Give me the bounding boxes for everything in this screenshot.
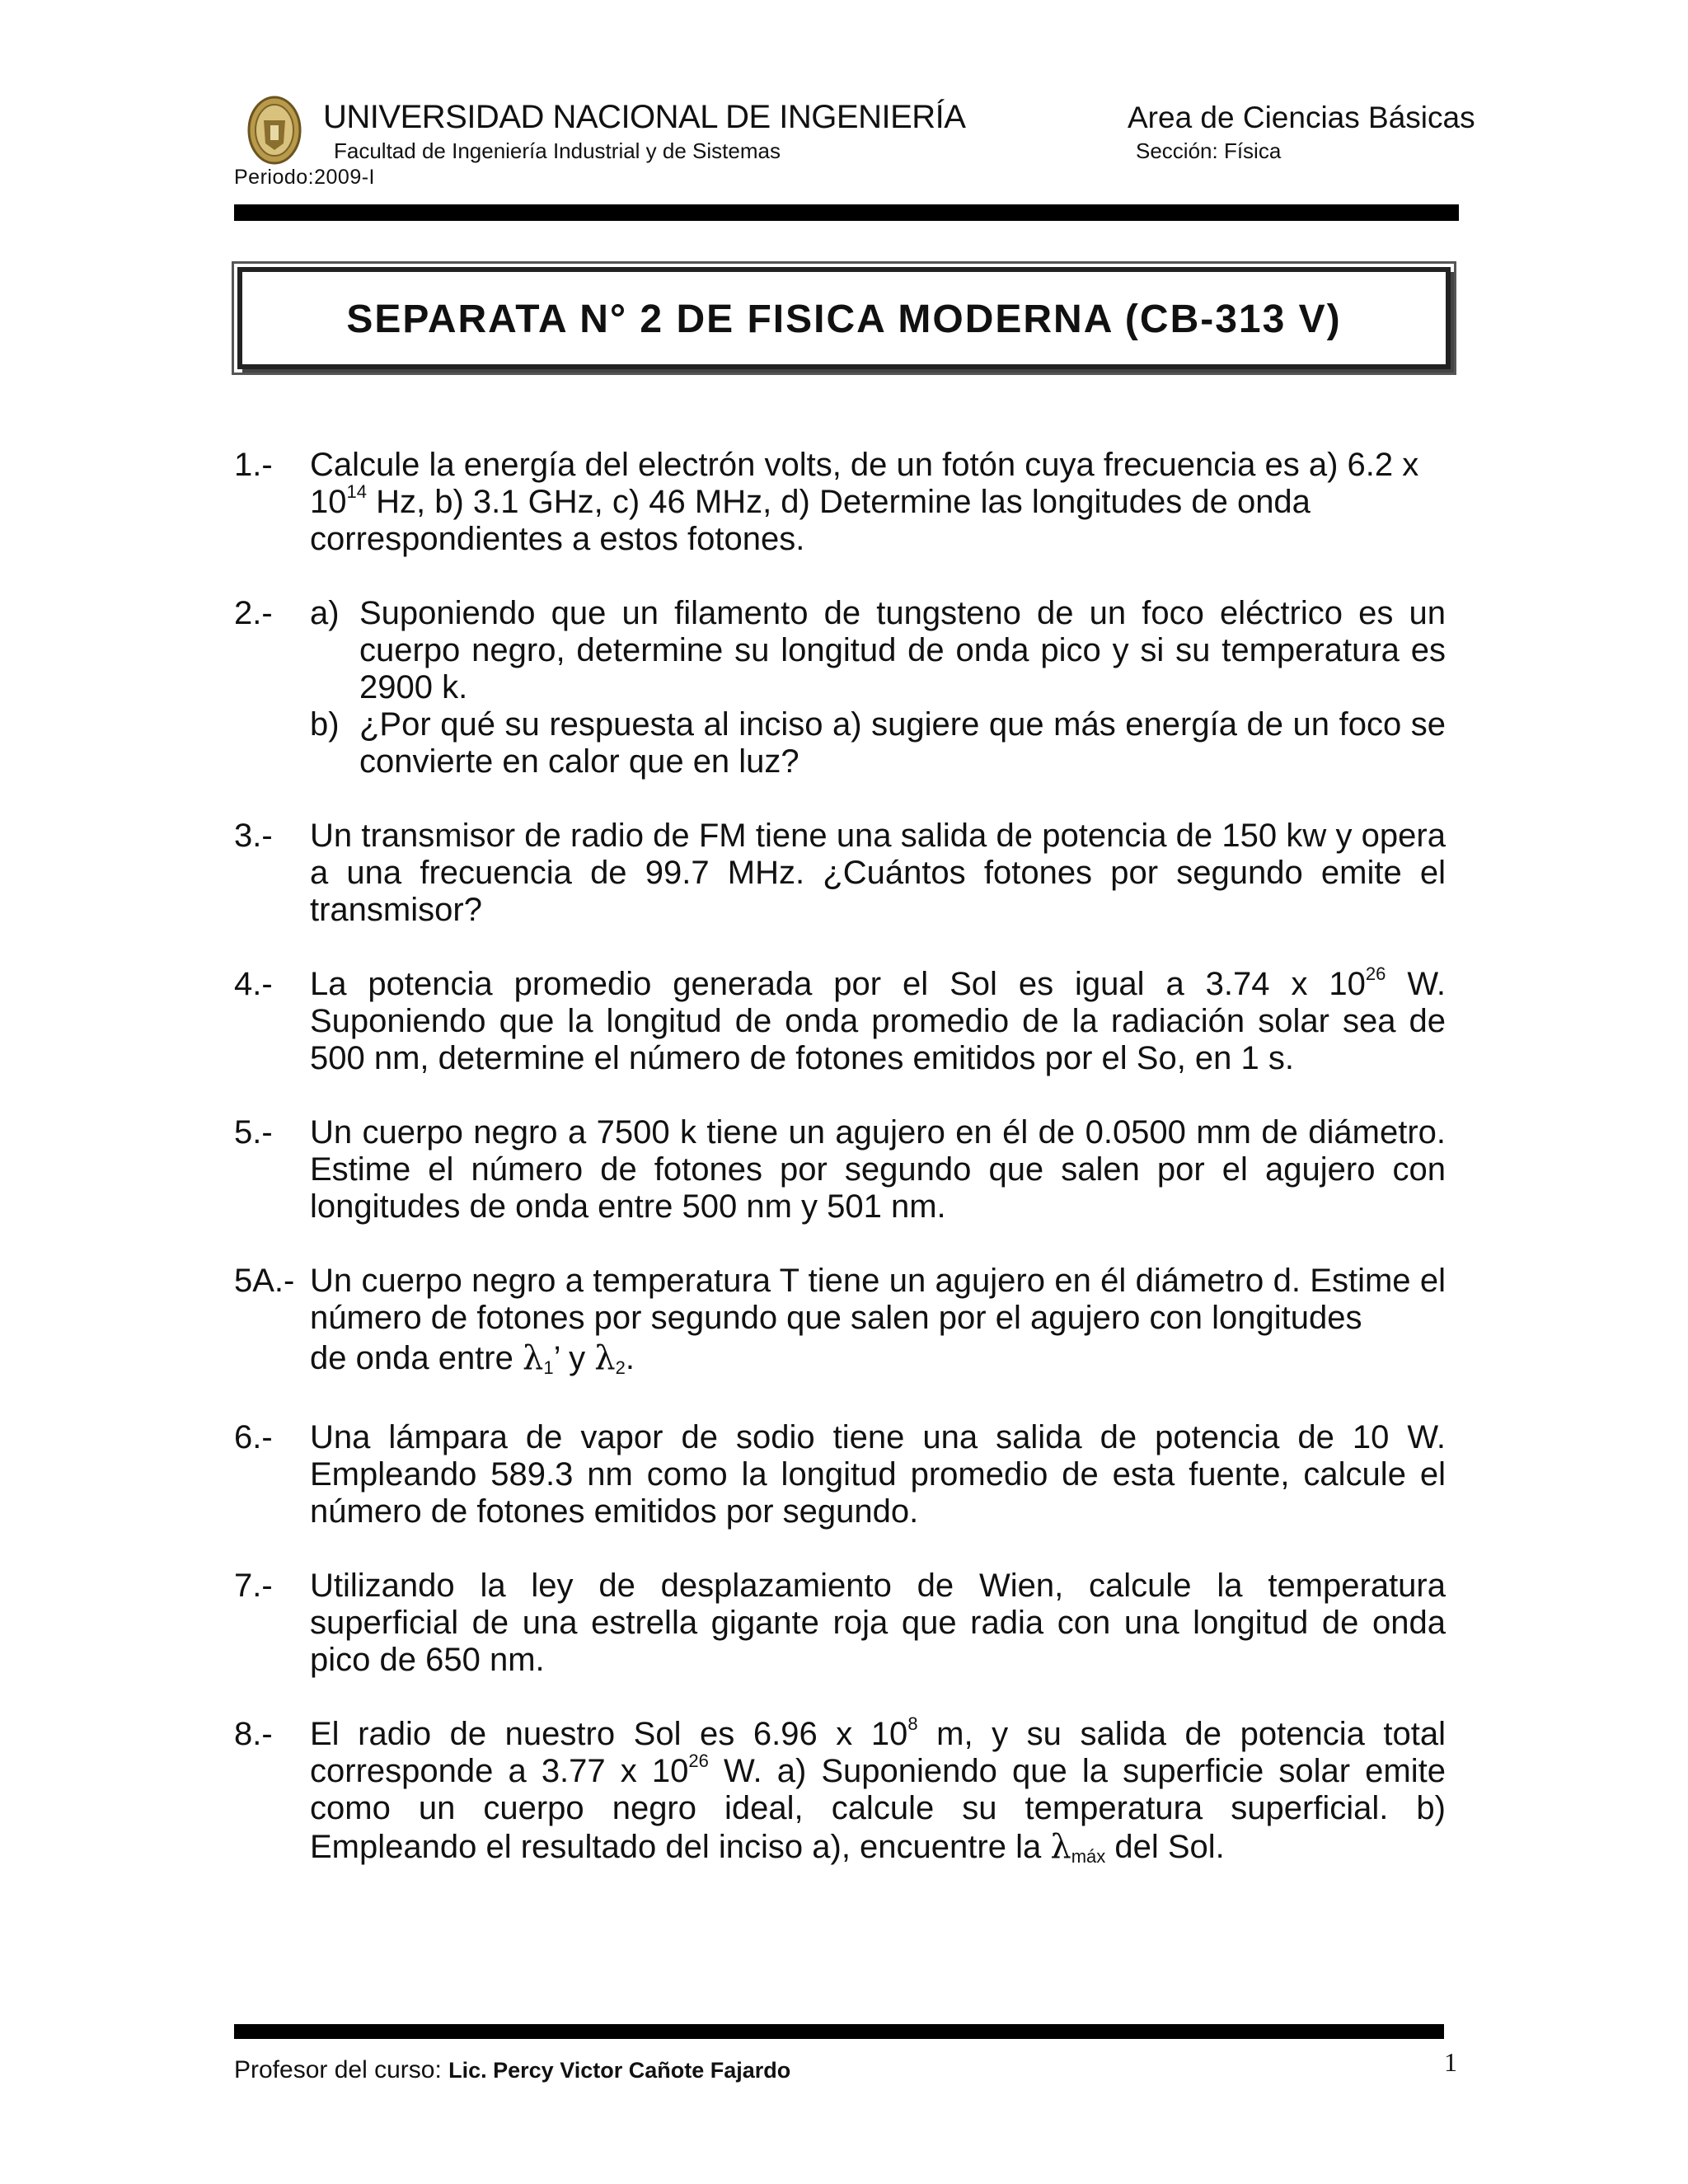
question-number: 2.- xyxy=(234,595,273,631)
text-fragment: La potencia promedio generada por el Sol es igual a 3.74 x 10 xyxy=(310,966,1366,1002)
text-line: Calcule la energía del electrón volts, de un fotón cuya frecuencia es a) 6.2 x xyxy=(310,447,1419,483)
exponent: 26 xyxy=(688,1750,709,1771)
text-line: correspondientes a estos fotones. xyxy=(310,521,805,557)
section-name: Sección: Física xyxy=(1136,138,1282,163)
subscript: 1 xyxy=(543,1357,554,1378)
text-fragment: . xyxy=(625,1340,635,1376)
question-text: Una lámpara de vapor de sodio tiene una salida de potencia de 10 W. Empleando 589.3 nm como la longitud promedio de esta fuente, calcule el número de fotones emitidos por segundo. xyxy=(310,1419,1446,1530)
text-fragment: W. xyxy=(1386,966,1446,1002)
professor-name: Lic. Percy Victor Cañote Fajardo xyxy=(448,2058,791,2083)
subquestion-text: ¿Por qué su respuesta al inciso a) sugiere que más energía de un foco se convierte en calor que en luz? xyxy=(359,706,1446,780)
subquestion-a xyxy=(310,595,1446,706)
text-fragment: ’ y xyxy=(553,1340,595,1376)
text-line: como un cuerpo negro ideal, calcule su temperatura superficial. b) xyxy=(310,1790,1446,1826)
question-text xyxy=(310,447,1446,558)
text-line xyxy=(310,1750,1446,1790)
question-number: 4.- xyxy=(234,966,273,1002)
university-name: UNIVERSIDAD NACIONAL DE INGENIERÍA xyxy=(323,99,966,135)
text-line xyxy=(310,1829,1446,1866)
question-number: 7.- xyxy=(234,1568,273,1604)
subquestion-text: Suponiendo que un filamento de tungsteno de un foco eléctrico es un cuerpo negro, determine su longitud de onda pico y si su temperatura es 2900 k. xyxy=(359,595,1446,705)
exponent: 26 xyxy=(1365,963,1386,984)
question-text xyxy=(310,1713,1447,1867)
subquestion-tag: b) xyxy=(310,706,340,743)
subquestion-b xyxy=(310,706,1446,780)
footer xyxy=(234,2055,790,2085)
title-box xyxy=(237,267,1451,369)
question-number: 5.- xyxy=(234,1114,273,1151)
area-name: Area de Ciencias Básicas xyxy=(1128,101,1475,134)
exponent: 8 xyxy=(907,1713,918,1734)
question-text xyxy=(310,1263,1446,1377)
question-number: 5A.- xyxy=(234,1263,295,1299)
text-line xyxy=(310,1340,1446,1377)
exponent: 14 xyxy=(346,481,367,502)
page-number: 1 xyxy=(1444,2047,1457,2077)
faculty-name: Facultad de Ingeniería Industrial y de Sistemas xyxy=(334,138,781,163)
text-line xyxy=(310,481,1446,521)
question-number: 1.- xyxy=(234,447,273,483)
subquestion-tag: a) xyxy=(310,595,340,631)
text-fragment: W. a) Suponiendo que la superficie solar emite xyxy=(708,1753,1446,1789)
subscript: máx xyxy=(1071,1846,1106,1867)
text-fragment: del Sol. xyxy=(1105,1829,1225,1865)
text-line xyxy=(310,963,1446,1003)
period-label: Periodo:2009-I xyxy=(234,166,376,189)
subscript: 2 xyxy=(615,1357,626,1378)
question-number: 3.- xyxy=(234,818,273,854)
text-fragment: de onda entre xyxy=(310,1340,523,1376)
footer-rule xyxy=(234,2024,1444,2039)
header-rule xyxy=(234,204,1459,221)
question-text: Un transmisor de radio de FM tiene una salida de potencia de 150 kw y opera a una frecuencia de 99.7 MHz. ¿Cuántos fotones por segundo emite el transmisor? xyxy=(310,818,1446,928)
question-text xyxy=(310,963,1446,1077)
text-line: Un cuerpo negro a temperatura T tiene un agujero en él diámetro d. Estime el número de fotones por segundo que salen por el agujero con longitudes xyxy=(310,1263,1446,1336)
text-fragment: El radio de nuestro Sol es 6.96 x 10 xyxy=(310,1716,908,1752)
text-fragment: Empleando el resultado del inciso a), encuentre la xyxy=(310,1829,1051,1865)
text-fragment: m, y su salida de potencia total xyxy=(917,1716,1447,1752)
question-text: Utilizando la ley de desplazamiento de Wien, calcule la temperatura superficial de una estrella gigante roja que radia con una longitud de onda pico de 650 nm. xyxy=(310,1568,1446,1678)
question-text: Un cuerpo negro a 7500 k tiene un agujero en él de 0.0500 mm de diámetro. Estime el número de fotones por segundo que salen por el agujero con longitudes de onda entre 500 nm y 501 nm. xyxy=(310,1114,1446,1225)
university-seal-logo xyxy=(247,96,302,165)
question-number: 6.- xyxy=(234,1419,273,1455)
number-base: 10 xyxy=(310,484,347,520)
lambda-symbol: λ xyxy=(594,1339,616,1377)
lambda-symbol: λ xyxy=(523,1339,544,1377)
text-line xyxy=(310,1713,1447,1753)
question-number: 8.- xyxy=(234,1716,273,1752)
lambda-symbol: λ xyxy=(1050,1828,1071,1866)
page-title: SEPARATA N° 2 DE FISICA MODERNA (CB-313 V) xyxy=(346,298,1342,341)
text-fragment: corresponde a 3.77 x 10 xyxy=(310,1753,689,1789)
text-line: Suponiendo que la longitud de onda promedio de la radiación solar sea de 500 nm, determine el número de fotones emitidos por el So, en 1 s. xyxy=(310,1003,1446,1076)
text-fragment: Hz, b) 3.1 GHz, c) 46 MHz, d) Determine las longitudes de onda xyxy=(366,484,1311,520)
question-text xyxy=(310,595,1446,780)
footer-label: Profesor del curso: xyxy=(234,2056,449,2083)
